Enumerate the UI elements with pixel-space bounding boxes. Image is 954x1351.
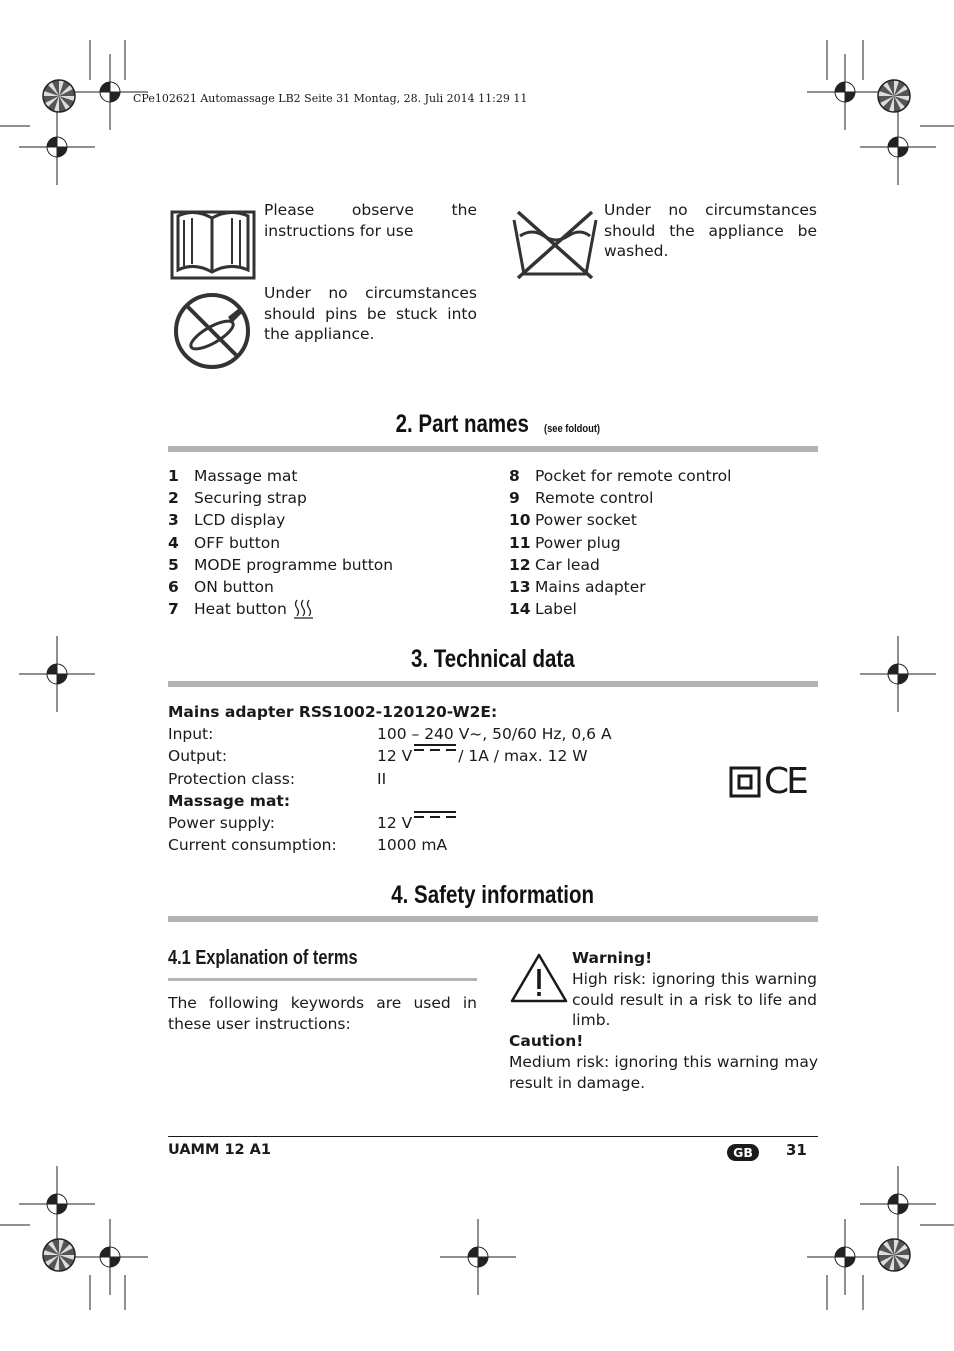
list-item: 3 LCD display	[168, 511, 286, 530]
list-item: 14 Label	[509, 600, 577, 619]
list-item: 8 Pocket for remote control	[509, 467, 732, 485]
footer-model: UAMM 12 A1	[168, 1142, 271, 1158]
language-badge: GB	[727, 1144, 759, 1161]
warning-text: High risk: ignoring this warning could result in a risk to life and limb.	[572, 970, 817, 1029]
list-item: 4 OFF button	[168, 533, 281, 552]
technical-data-heading	[168, 645, 818, 674]
parts-list-left	[168, 465, 488, 620]
subsection-rule	[168, 978, 477, 981]
table-row: Output: 12 V / 1A / max. 12 W	[168, 745, 638, 767]
list-item: 10 Power socket	[509, 511, 637, 530]
table-row: Current consumption: 1000 mA	[168, 836, 448, 855]
list-item: 11 Power plug	[509, 533, 621, 552]
adapter-heading: Mains adapter RSS1002-120120-W2E:	[168, 703, 498, 721]
part-names-title: 2. Part names	[396, 410, 530, 438]
part-names-rule	[168, 446, 818, 452]
safety-heading	[168, 881, 818, 910]
list-item: 7 Heat button	[168, 598, 488, 620]
no-wash-icon	[510, 206, 600, 280]
intro-text: The following keywords are used in these user instructions:	[168, 994, 477, 1033]
dc-symbol	[414, 810, 456, 820]
print-info: CPe102621 Automassage LB2 Seite 31 Montag, 28. Juli 2014 11:29 11	[133, 92, 528, 105]
book-icon	[170, 206, 256, 280]
parts-list-right	[509, 465, 818, 620]
table-row: Input: 100 – 240 V~, 50/60 Hz, 0,6 A	[168, 725, 612, 744]
list-item: 13 Mains adapter	[509, 578, 646, 597]
list-item: 9 Remote control	[509, 489, 654, 508]
no-wash-text: Under no circumstances should the appliance be washed.	[604, 201, 817, 260]
mat-heading: Massage mat:	[168, 791, 291, 810]
instructions-text: Please observe the instructions for use	[264, 201, 477, 240]
no-pins-icon	[172, 291, 252, 371]
caution-text: Medium risk: ignoring this warning may result in damage.	[509, 1053, 818, 1092]
protection-class-ii-icon	[729, 766, 761, 798]
safety-title: 4. Safety information	[391, 881, 595, 909]
technical-data-rule	[168, 681, 818, 687]
list-item: 1 Massage mat	[168, 467, 298, 485]
table-row: Protection class: II	[168, 769, 387, 788]
warning-title: Warning!	[572, 949, 653, 967]
list-item: 2 Securing strap	[168, 489, 307, 508]
technical-data-title: 3. Technical data	[411, 645, 575, 673]
footer-rule	[168, 1136, 818, 1137]
list-item: 5 MODE programme button	[168, 555, 394, 574]
part-names-heading	[168, 410, 818, 439]
technical-data-table	[168, 701, 638, 856]
caution-title: Caution!	[509, 1032, 584, 1050]
warning-icon	[509, 952, 569, 1004]
part-names-subtitle: (see foldout)	[543, 423, 600, 435]
table-row: Power supply: 12 V	[168, 812, 638, 834]
list-item: 12 Car lead	[509, 555, 600, 574]
heat-icon	[293, 598, 315, 620]
no-pins-text: Under no circumstances should pins be stuck into the appliance.	[264, 284, 477, 343]
ce-mark: CE	[764, 761, 806, 802]
subsection-title: 4.1 Explanation of terms	[168, 947, 358, 969]
dc-symbol	[414, 743, 456, 753]
page-number: 31	[786, 1141, 807, 1159]
safety-rule	[168, 916, 818, 922]
list-item: 6 ON button	[168, 578, 274, 597]
